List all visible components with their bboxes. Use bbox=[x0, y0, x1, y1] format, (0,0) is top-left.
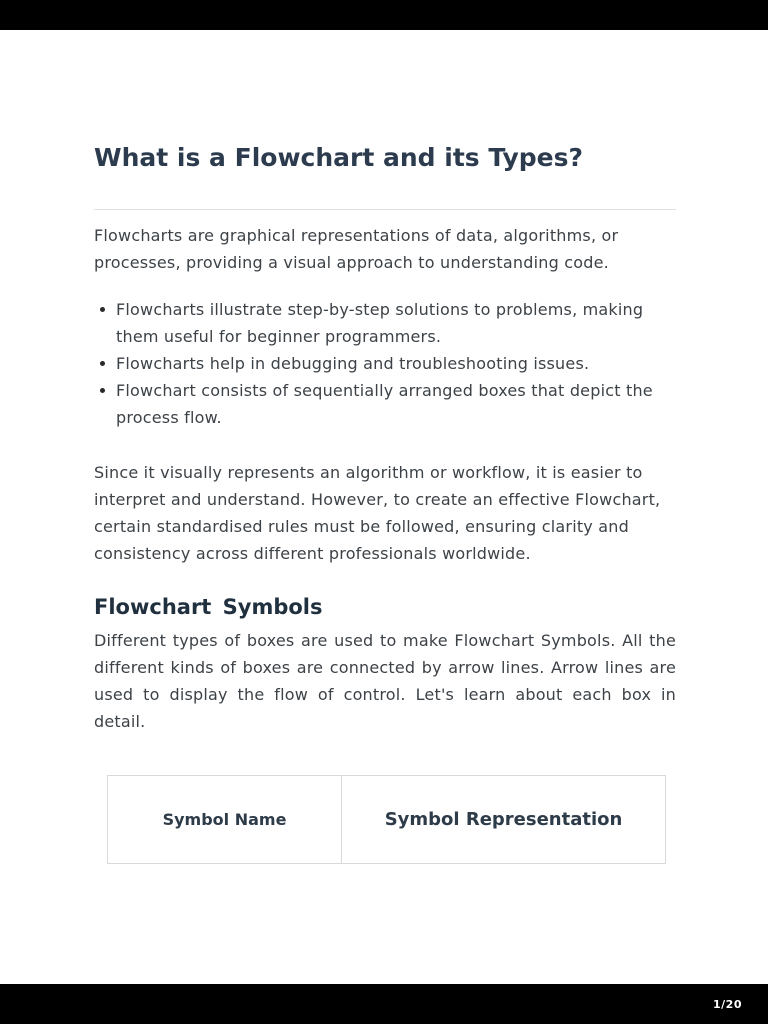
title-divider bbox=[94, 209, 676, 210]
viewer-bottom-bar bbox=[0, 984, 768, 1024]
table-header-symbol-representation: Symbol Representation bbox=[342, 776, 666, 864]
symbols-table bbox=[107, 775, 666, 864]
page-title: What is a Flowchart and its Types? bbox=[94, 143, 584, 172]
document-page bbox=[0, 30, 768, 984]
list-item: Flowcharts help in debugging and troubleshooting issues. bbox=[100, 350, 676, 377]
bullet-list bbox=[94, 296, 676, 431]
list-item: Flowchart consists of sequentially arranged boxes that depict the process flow. bbox=[100, 377, 676, 431]
list-item: Flowcharts illustrate step-by-step solutions to problems, making them useful for beginner programmers. bbox=[100, 296, 676, 350]
page-indicator: 1/20 bbox=[713, 997, 742, 1011]
symbols-intro-paragraph: Different types of boxes are used to make Flowchart Symbols. All the different kinds of boxes are connected by arrow lines. Arrow lines are used to display the flow of control. Let's learn about each box in detail. bbox=[94, 631, 676, 731]
table-header-row bbox=[108, 776, 666, 864]
table-header-symbol-name: Symbol Name bbox=[108, 776, 342, 864]
section-heading: Flowchart Symbols bbox=[94, 595, 323, 619]
explanation-paragraph: Since it visually represents an algorithm or workflow, it is easier to interpret and understand. However, to create an effective Flowchart, certain standardised rules must be followed, ensuring clarity and consistency across different professionals worldwide. bbox=[94, 463, 661, 563]
intro-paragraph: Flowcharts are graphical representations of data, algorithms, or processes, providing a visual approach to understanding code. bbox=[94, 226, 619, 272]
viewer-top-bar bbox=[0, 0, 768, 30]
